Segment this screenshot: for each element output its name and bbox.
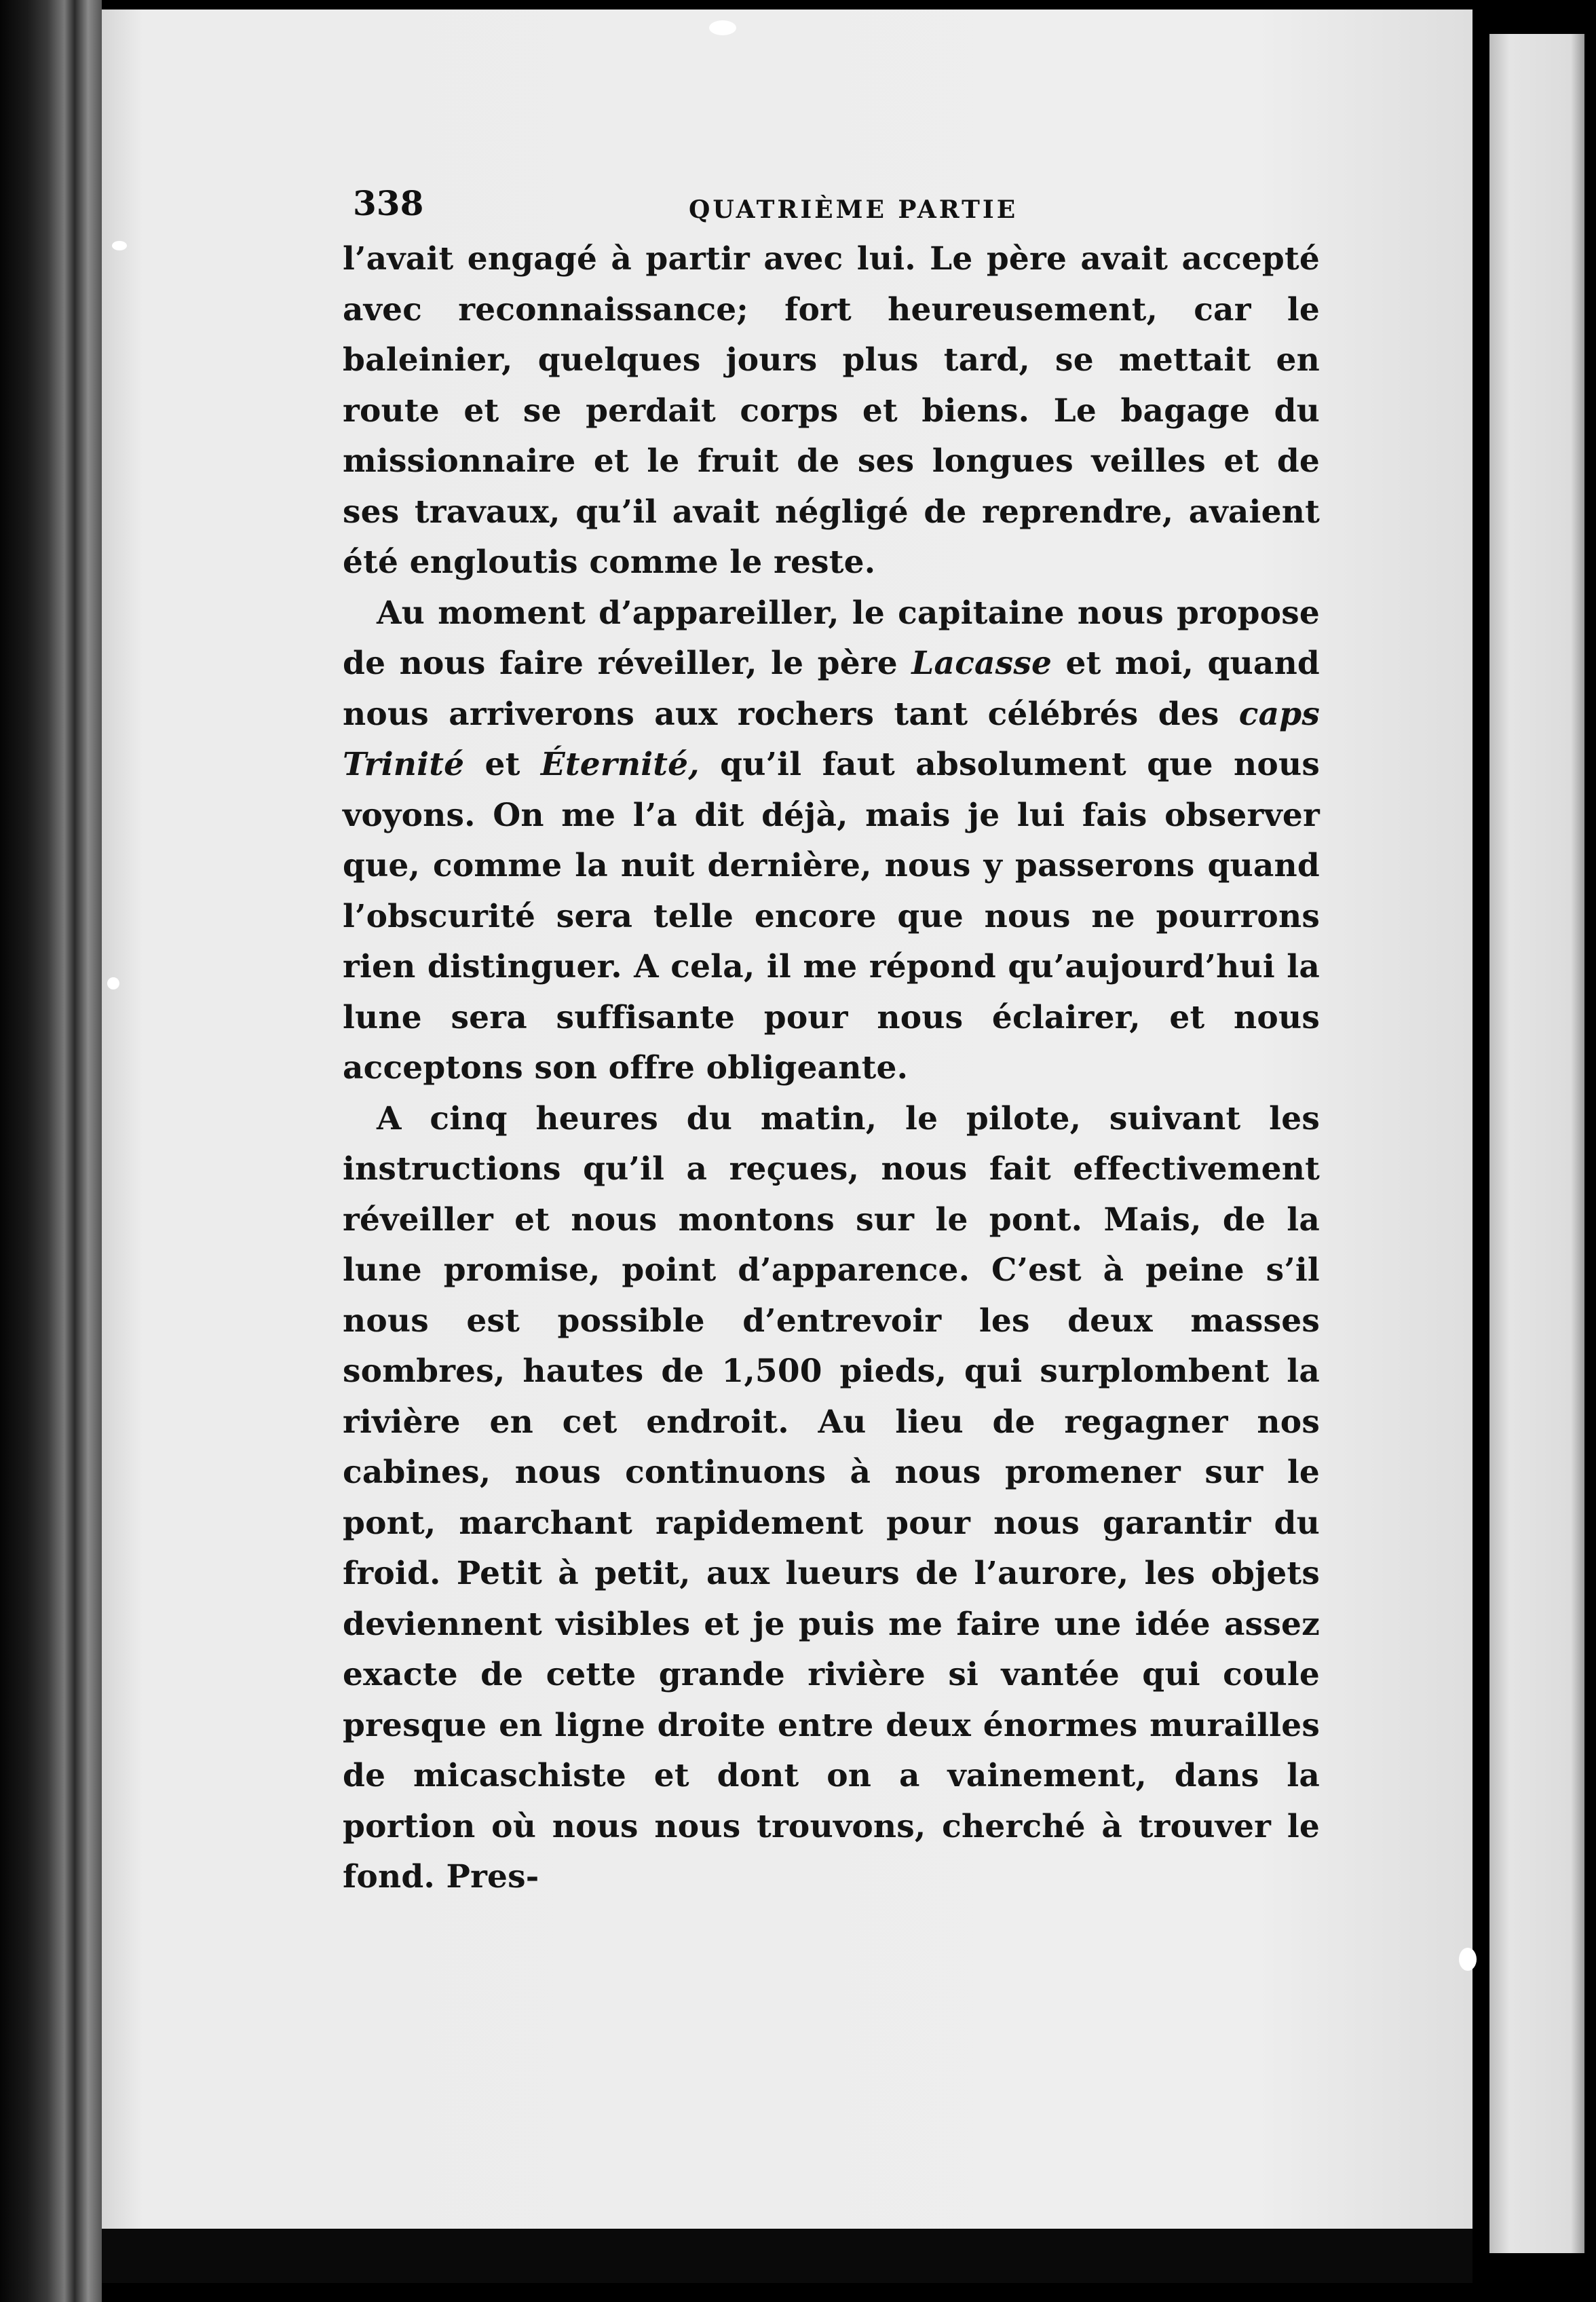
running-title: QUATRIÈME PARTIE [689, 195, 1019, 224]
dust-speck [1459, 1948, 1477, 1971]
text-run: et [464, 746, 541, 783]
text-run: qu’il faut absolument que nous voyons. On me l’a dit déjà, mais je lui fais observer que, comme la nuit dernière, nous y passerons quand l’obscurité sera telle encore que nous ne pourrons rien distinguer. A cela, il me répond qu’aujourd’hui la lune sera suffisante pour nous éclairer, et nous acceptons son offre obligeante. [343, 746, 1320, 1087]
next-page-edge [1489, 34, 1584, 2253]
text-run: Au moment d’appareiller, le capitaine nous propose de nous faire réveiller, le père [343, 594, 1320, 682]
page-number: 338 [353, 183, 424, 223]
text-run: A cinq heures du matin, le pilote, suivant les instructions qu’il a reçues, nous fait effectivement réveiller et nous montons sur le pont. Mais, de la lune promise, point d’apparence. C’est à peine s’il nous est possible d’entrevoir les deux masses sombres, hautes de 1,500 pieds, qui surplombent la rivière en cet endroit. Au lieu de regagner nos cabines, nous continuons à nous promener sur le pont, marchant rapidement pour nous garantir du froid. Petit à petit, aux lueurs de l’aurore, les objets deviennent visibles et je puis me faire une idée assez exacte de cette grande rivière si vantée qui coule presque en ligne droite entre deux énormes murailles de micaschiste et dont on a vainement, dans la portion où nous nous trouvons, cherché à trouver le fond. Pres- [343, 1099, 1320, 1895]
paragraph [343, 588, 1320, 1094]
paragraph [343, 1094, 1320, 1903]
paragraph [343, 234, 1320, 588]
italic-text: Éternité, [540, 746, 700, 783]
text-run: l’avait engagé à partir avec lui. Le père avait accepté avec reconnaissance; fort heureusement, car le baleinier, quelques jours plus tard, se mettait en route et se perdait corps et biens. Le bagage du missionnaire et le fruit de ses longues veilles et de ses travaux, qu’il avait négligé de reprendre, avaient été engloutis comme le reste. [343, 240, 1320, 581]
italic-text: Lacasse [911, 645, 1052, 682]
dust-speck [709, 20, 736, 35]
page-bottom-edge [102, 2229, 1472, 2283]
dust-speck [112, 241, 127, 250]
book-spine-edge [0, 0, 102, 2302]
text-run: et moi, quand nous arriverons aux rochers tant célébrés des [343, 645, 1320, 733]
italic-text: caps Trinité [343, 695, 1320, 783]
dust-speck [107, 977, 119, 989]
body-text [343, 234, 1320, 1903]
